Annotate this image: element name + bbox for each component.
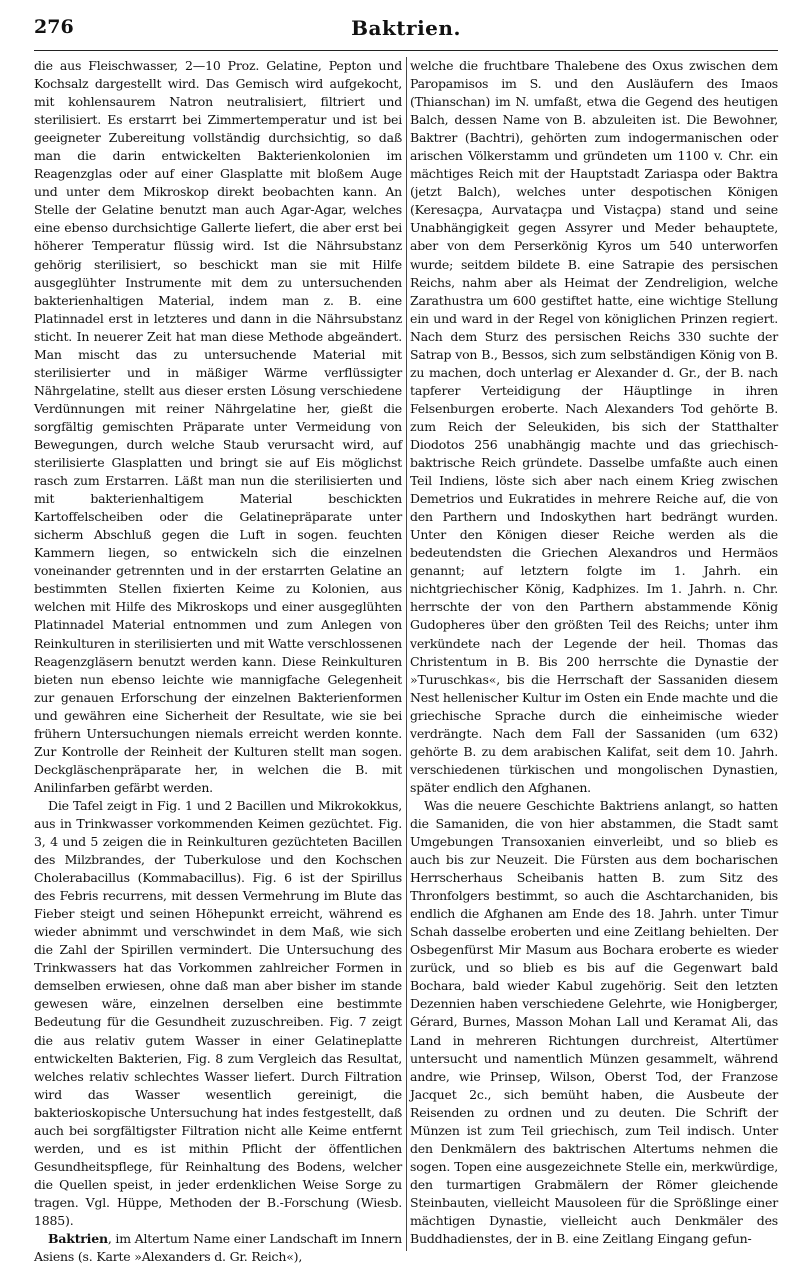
page-number: 276 [34,16,74,38]
right-paragraph-2: Was die neuere Geschichte Baktriens anlangt, so hatten die Samaniden, die von hier abstammen, die Stadt samt Umgebungen Transoxanien einverleibt, und so blieb es auch bis zur Neuzeit. Die Fürsten aus dem bocharischen Herrscherhaus Scheibanis hatten B. zum Sitz des Thronfolgers bestimmt, so auch die Aschtarchaniden, bis endlich die Afghanen am Ende des 18. Jahrh. unter Timur Schah dasselbe eroberten und eine Zeitlang behielten. Der Osbegenfürst Mir Masum aus Bochara eroberte es wieder zurück, und so blieb es bis auf die Gegenwart bald Bochara, bald wieder Kabul zugehörig. Seit den letzten Dezennien haben verschiedene Gelehrte, wie Honigberger, Gérard, Burnes, Masson Mohan Lall und Keramat Ali, das Land in mehreren Richtungen durchreist, Altertümer untersucht und namentlich Münzen gesammelt, während andre, wie Prinsep, Wilson, Oberst Tod, der Franzose Jacquet 2c., sich bemüht haben, die Ausbeute der Reisenden zu ordnen und zu deuten. Die Schrift der Münzen ist zum Teil griechisch, zum Teil indisch. Unter den Denkmälern des baktrischen Altertums nehmen die sogen. Topen eine ausgezeichnete Stelle ein, merkwürdige, den turmartigen Grabmälern der Römer gleichende Steinbauten, vielleicht Mausoleen für die Sprößlinge einer mächtigen Dynastie, vielleicht auch Denkmäler des Buddhadienstes, der in B. eine Zeitlang Eingang gefun- [410,797,778,1247]
entry-headword: Baktrien [48,1231,108,1247]
text-columns [34,57,778,1269]
right-column [410,57,778,1248]
right-paragraph-1: welche die fruchtbare Thalebene des Oxus zwischen dem Paropamisos im S. und den Ausläufern des Imaos (Thianschan) im N. umfaßt, etwa die Gegend des heutigen Balch, dessen Name von B. abzuleiten ist. Die Bewohner, Baktrer (Bachtri), gehörten zum indogermanischen oder arischen Völkerstamm und gründeten um 1100 v. Chr. ein mächtiges Reich mit der Hauptstadt Zariaspa oder Baktra (jetzt Balch), welches unter despotischen Königen (Keresaçpa, Aurvataçpa und Vistaçpa) stand und seine Unabhängigkeit gegen Assyrer und Meder behauptete, aber von dem Perserkönig Kyros um 540 unterworfen wurde; seitdem bildete B. eine Satrapie des persischen Reichs, nahm aber als Heimat der Zendreligion, welche Zarathustra um 600 gestiftet hatte, eine wichtige Stellung ein und ward in der Regel von königlichen Prinzen regiert. Nach dem Sturz des persischen Reichs 330 suchte der Satrap von B., Bessos, sich zum selbständigen König von B. zu machen, doch unterlag er Alexander d. Gr., der B. nach tapferer Verteidigung der Häuptlinge in ihren Felsenburgen eroberte. Nach Alexanders Tod gehörte B. zum Reich der Seleukiden, bis sich der Statthalter Diodotos 256 unabhängig machte und das griechisch-baktrische Reich gründete. Dasselbe umfaßte auch einen Teil Indiens, löste sich aber nach einem Krieg zwischen Demetrios und Eukratides in mehrere Reiche auf, die von den Parthern und Indoskythen hart bedrängt wurden. Unter den Königen dieser Reiche werden als die bedeutendsten die Griechen Alexandros und Hermäos genannt; auf letztern folgte im 1. Jahrh. ein nichtgriechischer König, Kadphizes. Im 1. Jahrh. n. Chr. herrschte der von den Parthern abstammende König Gudopheres über den größten Teil des Reichs; unter ihm verkündete nach der Legende der heil. Thomas das Christentum in B. Bis 200 herrschte die Dynastie der »Turuschkas«, bis die Herrschaft der Sassaniden diesem Nest hellenischer Kultur im Osten ein Ende machte und die griechische Sprache durch die einheimische wieder verdrängte. Nach dem Fall der Sassaniden (um 632) gehörte B. zu dem arabischen Kalifat, seit dem 10. Jahrh. verschiedenen türkischen und mongolischen Dynastien, später endlich den Afghanen. [410,58,778,795]
entry-lead-text: , im Altertum Name einer Landschaft im Innern Asiens (s. Karte »Alexanders d. Gr. Reich«), [34,1231,403,1265]
left-column [34,57,402,1266]
page-header [34,14,778,51]
running-title: Baktrien. [351,16,461,40]
left-paragraph-1: die aus Fleischwasser, 2—10 Proz. Gelatine, Pepton und Kochsalz dargestellt wird. Das Gemisch wird aufgekocht, mit kohlensaurem Natron neutralisiert, filtriert und sterilisiert. Es erstarrt bei Zimmertemperatur und ist bei geeigneter Zubereitung vollständig durchsichtig, so daß man die darin entwickelten Bakterienkolonien im Reagenzglas oder auf einer Glasplatte mit bloßem Auge und unter dem Mikroskop direkt beobachten kann. An Stelle der Gelatine benutzt man auch Agar-Agar, welches eine ebenso durchsichtige Gallerte liefert, die aber erst bei höherer Temperatur flüssig wird. Ist die Nährsubstanz gehörig sterilisiert, so beschickt man sie mit Hilfe ausgeglühter Instrumente mit dem zu untersuchenden bakterienhaltigen Material, indem man z. B. eine Platinnadel erst in letzteres und dann in die Nährsubstanz sticht. In neuerer Zeit hat man diese Methode abgeändert. Man mischt das zu untersuchende Material mit sterilisierter und in mäßiger Wärme verflüssigter Nährgelatine, stellt aus dieser ersten Lösung verschiedene Verdünnungen mit reiner Nährgelatine her, gießt die sorgfältig gemischten Präparate unter Vermeidung von Bewegungen, durch welche Staub verursacht wird, auf sterilisierte Glasplatten und bringt sie auf Eis möglichst rasch zum Erstarren. Läßt man nun die sterilisierten und mit bakterienhaltigem Material beschickten Kartoffelscheiben oder die Gelatinepräparate unter sicherm Abschluß gegen die Luft in sogen. feuchten Kammern liegen, so entwickeln sich die einzelnen voneinander getrennten und in der erstarrten Gelatine an bestimmten Stellen fixierten Keime zu Kolonien, aus welchen mit Hilfe des Mikroskops und einer ausgeglühten Platinnadel Material entnommen und zum Anlegen von Reinkulturen in sterilisierten und mit Watte verschlossenen Reagenzgläsern benutzt werden kann. Diese Reinkulturen bieten nun ebenso leichte wie mannigfache Gelegenheit zur genauen Erforschung der einzelnen Bakterienformen und gewähren eine Sicherheit der Resultate, wie sie bei frühern Untersuchungen niemals erreicht werden konnte. Zur Kontrolle der Reinheit der Kulturen stellt man sogen. Deckgläschenpräparate her, in welchen die B. mit Anilinfarben gefärbt werden. [34,58,402,795]
entry-baktrien [34,1230,402,1266]
left-paragraph-2: Die Tafel zeigt in Fig. 1 und 2 Bacillen und Mikrokokkus, aus in Trinkwasser vorkommenden Keimen gezüchtet. Fig. 3, 4 und 5 zeigen die in Reinkulturen gezüchteten Bacillen des Milzbrandes, der Tuberkulose und den Kochschen Cholerabacillus (Kommabacillus). Fig. 6 ist der Spirillus des Febris recurrens, mit dessen Vermehrung im Blute das Fieber steigt und seinen Höhepunkt erreicht, während es wieder abnimmt und verschwindet in dem Maß, wie sich die Zahl der Spirillen vermindert. Die Untersuchung des Trinkwassers hat das Vorkommen zahlreicher Formen in demselben erwiesen, ohne daß man aber bisher im stande gewesen wäre, einzelnen derselben eine bestimmte Bedeutung für die Gesundheit zuzuschreiben. Fig. 7 zeigt die aus relativ gutem Wasser in einer Gelatineplatte entwickelten Bakterien, Fig. 8 zum Vergleich das Resultat, welches relativ schlechtes Wasser liefert. Durch Filtration wird das Wasser wesentlich gereinigt, die bakterioskopische Untersuchung hat indes festgestellt, daß auch bei sorgfältigster Filtration nicht alle Keime entfernt werden, und es ist mithin Pflicht der öffentlichen Gesundheitspflege, für Reinhaltung des Bodens, welcher die Quellen speist, in jeder erdenklichen Weise Sorge zu tragen. Vgl. Hüppe, Methoden der B.-Forschung (Wiesb. 1885). [34,797,402,1228]
column-divider [406,57,407,1251]
